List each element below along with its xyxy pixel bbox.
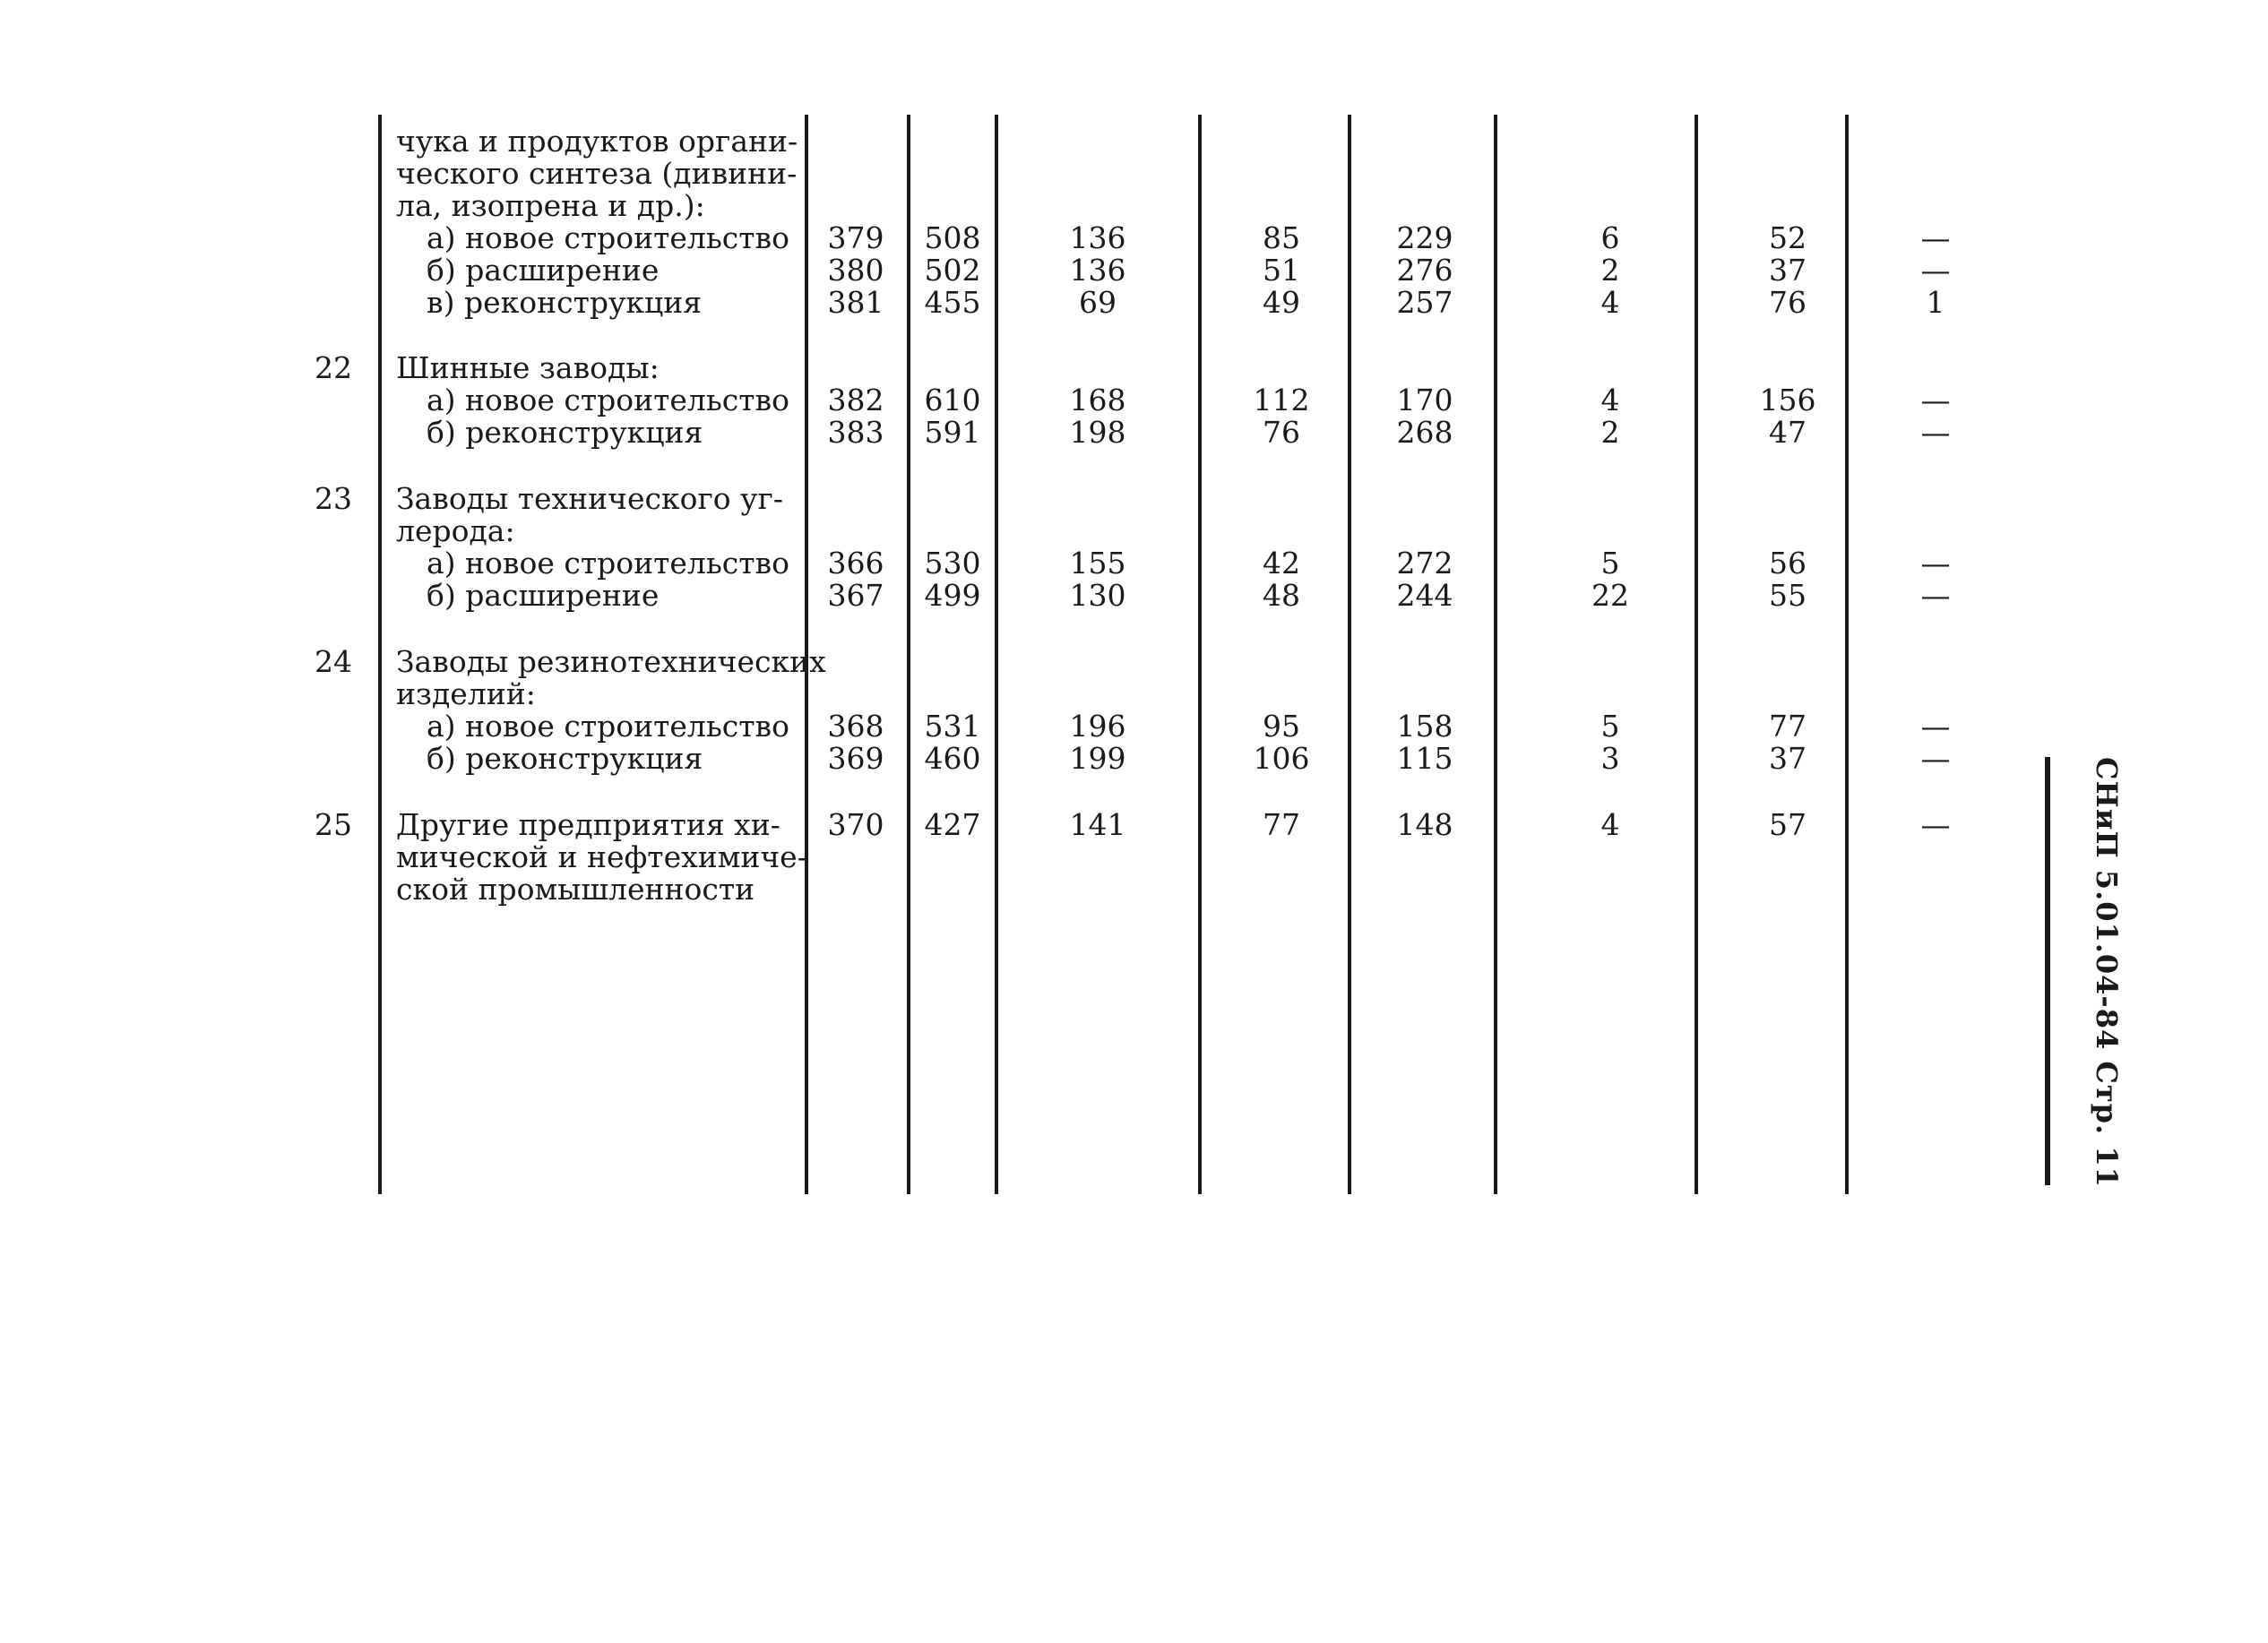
cell-c7: 52: [1769, 220, 1807, 255]
cell-c3: 168: [1069, 383, 1126, 417]
cell-c8: —: [1920, 253, 1951, 288]
row-label: ской промышленности: [396, 872, 755, 907]
cell-c6: 2: [1600, 415, 1620, 450]
cell-c5: 148: [1396, 807, 1453, 842]
row-label: в) реконструкция: [427, 285, 703, 320]
cell-c8: 1: [1926, 285, 1945, 320]
row-label: а) новое строительство: [427, 709, 789, 744]
cell-c3: 130: [1069, 578, 1126, 613]
cell-c3: 69: [1079, 285, 1117, 320]
cell-c1: 379: [827, 220, 884, 255]
cell-c1: 368: [827, 709, 884, 744]
cell-c8: —: [1920, 578, 1951, 613]
row-label: Заводы технического уг-: [396, 481, 783, 516]
cell-c6: 2: [1600, 253, 1620, 288]
table-rule-col5: [1348, 115, 1351, 1194]
cell-c5: 115: [1396, 741, 1453, 776]
cell-c5: 257: [1396, 285, 1453, 320]
cell-c6: 3: [1600, 741, 1620, 776]
row-number: 24: [315, 644, 352, 679]
row-number: 22: [315, 350, 352, 385]
row-label: б) реконструкция: [427, 741, 703, 776]
cell-c5: 276: [1396, 253, 1453, 288]
cell-c7: 156: [1759, 383, 1816, 417]
row-label: а) новое строительство: [427, 546, 789, 581]
row-label: Другие предприятия хи-: [396, 807, 780, 842]
cell-c2: 455: [924, 285, 981, 320]
cell-c6: 22: [1591, 578, 1629, 613]
row-label: б) реконструкция: [427, 415, 703, 450]
cell-c2: 427: [924, 807, 981, 842]
cell-c1: 382: [827, 383, 884, 417]
cell-c2: 610: [924, 383, 981, 417]
cell-c4: 51: [1263, 253, 1300, 288]
row-label: Заводы резинотехнических: [396, 644, 826, 679]
cell-c8: —: [1920, 741, 1951, 776]
cell-c6: 5: [1600, 709, 1620, 744]
table-rule-col4: [1198, 115, 1202, 1194]
cell-c7: 55: [1769, 578, 1807, 613]
row-number: 23: [315, 481, 352, 516]
document-code-label: СНиП 5.01.04-84 Стр. 11: [2090, 757, 2124, 1188]
table-rule-col8: [1845, 115, 1849, 1194]
cell-c6: 4: [1600, 807, 1620, 842]
cell-c4: 48: [1263, 578, 1300, 613]
cell-c4: 106: [1253, 741, 1310, 776]
cell-c8: —: [1920, 709, 1951, 744]
row-label: изделий:: [396, 676, 536, 711]
cell-c5: 229: [1396, 220, 1453, 255]
cell-c6: 4: [1600, 285, 1620, 320]
cell-c2: 499: [924, 578, 981, 613]
cell-c8: —: [1920, 415, 1951, 450]
cell-c2: 530: [924, 546, 981, 581]
side-rule: [2045, 757, 2050, 1185]
cell-c1: 380: [827, 253, 884, 288]
cell-c3: 136: [1069, 220, 1126, 255]
cell-c3: 155: [1069, 546, 1126, 581]
row-label: мической и нефтехимиче-: [396, 839, 807, 874]
row-label: а) новое строительство: [427, 220, 789, 255]
row-label: а) новое строительство: [427, 383, 789, 417]
cell-c8: —: [1920, 383, 1951, 417]
cell-c7: 37: [1769, 253, 1807, 288]
table-rule-col7: [1695, 115, 1698, 1194]
cell-c1: 370: [827, 807, 884, 842]
cell-c3: 198: [1069, 415, 1126, 450]
cell-c1: 381: [827, 285, 884, 320]
row-label: ла, изопрена и др.):: [396, 188, 705, 223]
cell-c3: 196: [1069, 709, 1126, 744]
cell-c6: 6: [1600, 220, 1620, 255]
cell-c2: 591: [924, 415, 981, 450]
row-label: б) расширение: [427, 578, 660, 613]
cell-c4: 95: [1263, 709, 1300, 744]
table-rule-label-left: [378, 115, 382, 1194]
cell-c5: 158: [1396, 709, 1453, 744]
cell-c2: 460: [924, 741, 981, 776]
cell-c1: 366: [827, 546, 884, 581]
cell-c4: 77: [1263, 807, 1300, 842]
cell-c7: 76: [1769, 285, 1807, 320]
table-rule-col6: [1494, 115, 1497, 1194]
cell-c1: 369: [827, 741, 884, 776]
cell-c4: 42: [1263, 546, 1300, 581]
cell-c4: 76: [1263, 415, 1300, 450]
cell-c5: 244: [1396, 578, 1453, 613]
row-number: 25: [315, 807, 352, 842]
cell-c1: 367: [827, 578, 884, 613]
cell-c7: 47: [1769, 415, 1807, 450]
cell-c7: 77: [1769, 709, 1807, 744]
cell-c3: 141: [1069, 807, 1126, 842]
cell-c2: 502: [924, 253, 981, 288]
cell-c8: —: [1920, 807, 1951, 842]
cell-c4: 112: [1253, 383, 1310, 417]
row-label: Шинные заводы:: [396, 350, 660, 385]
cell-c7: 57: [1769, 807, 1807, 842]
row-label: чука и продуктов органи-: [396, 124, 798, 159]
cell-c7: 56: [1769, 546, 1807, 581]
row-label: лерода:: [396, 513, 515, 548]
cell-c8: —: [1920, 220, 1951, 255]
row-label: б) расширение: [427, 253, 660, 288]
cell-c5: 268: [1396, 415, 1453, 450]
cell-c4: 85: [1263, 220, 1300, 255]
cell-c3: 136: [1069, 253, 1126, 288]
cell-c2: 531: [924, 709, 981, 744]
cell-c2: 508: [924, 220, 981, 255]
cell-c6: 5: [1600, 546, 1620, 581]
cell-c1: 383: [827, 415, 884, 450]
cell-c5: 170: [1396, 383, 1453, 417]
cell-c3: 199: [1069, 741, 1126, 776]
cell-c8: —: [1920, 546, 1951, 581]
cell-c5: 272: [1396, 546, 1453, 581]
row-label: ческого синтеза (дивини-: [396, 156, 798, 191]
cell-c7: 37: [1769, 741, 1807, 776]
cell-c6: 4: [1600, 383, 1620, 417]
cell-c4: 49: [1263, 285, 1300, 320]
